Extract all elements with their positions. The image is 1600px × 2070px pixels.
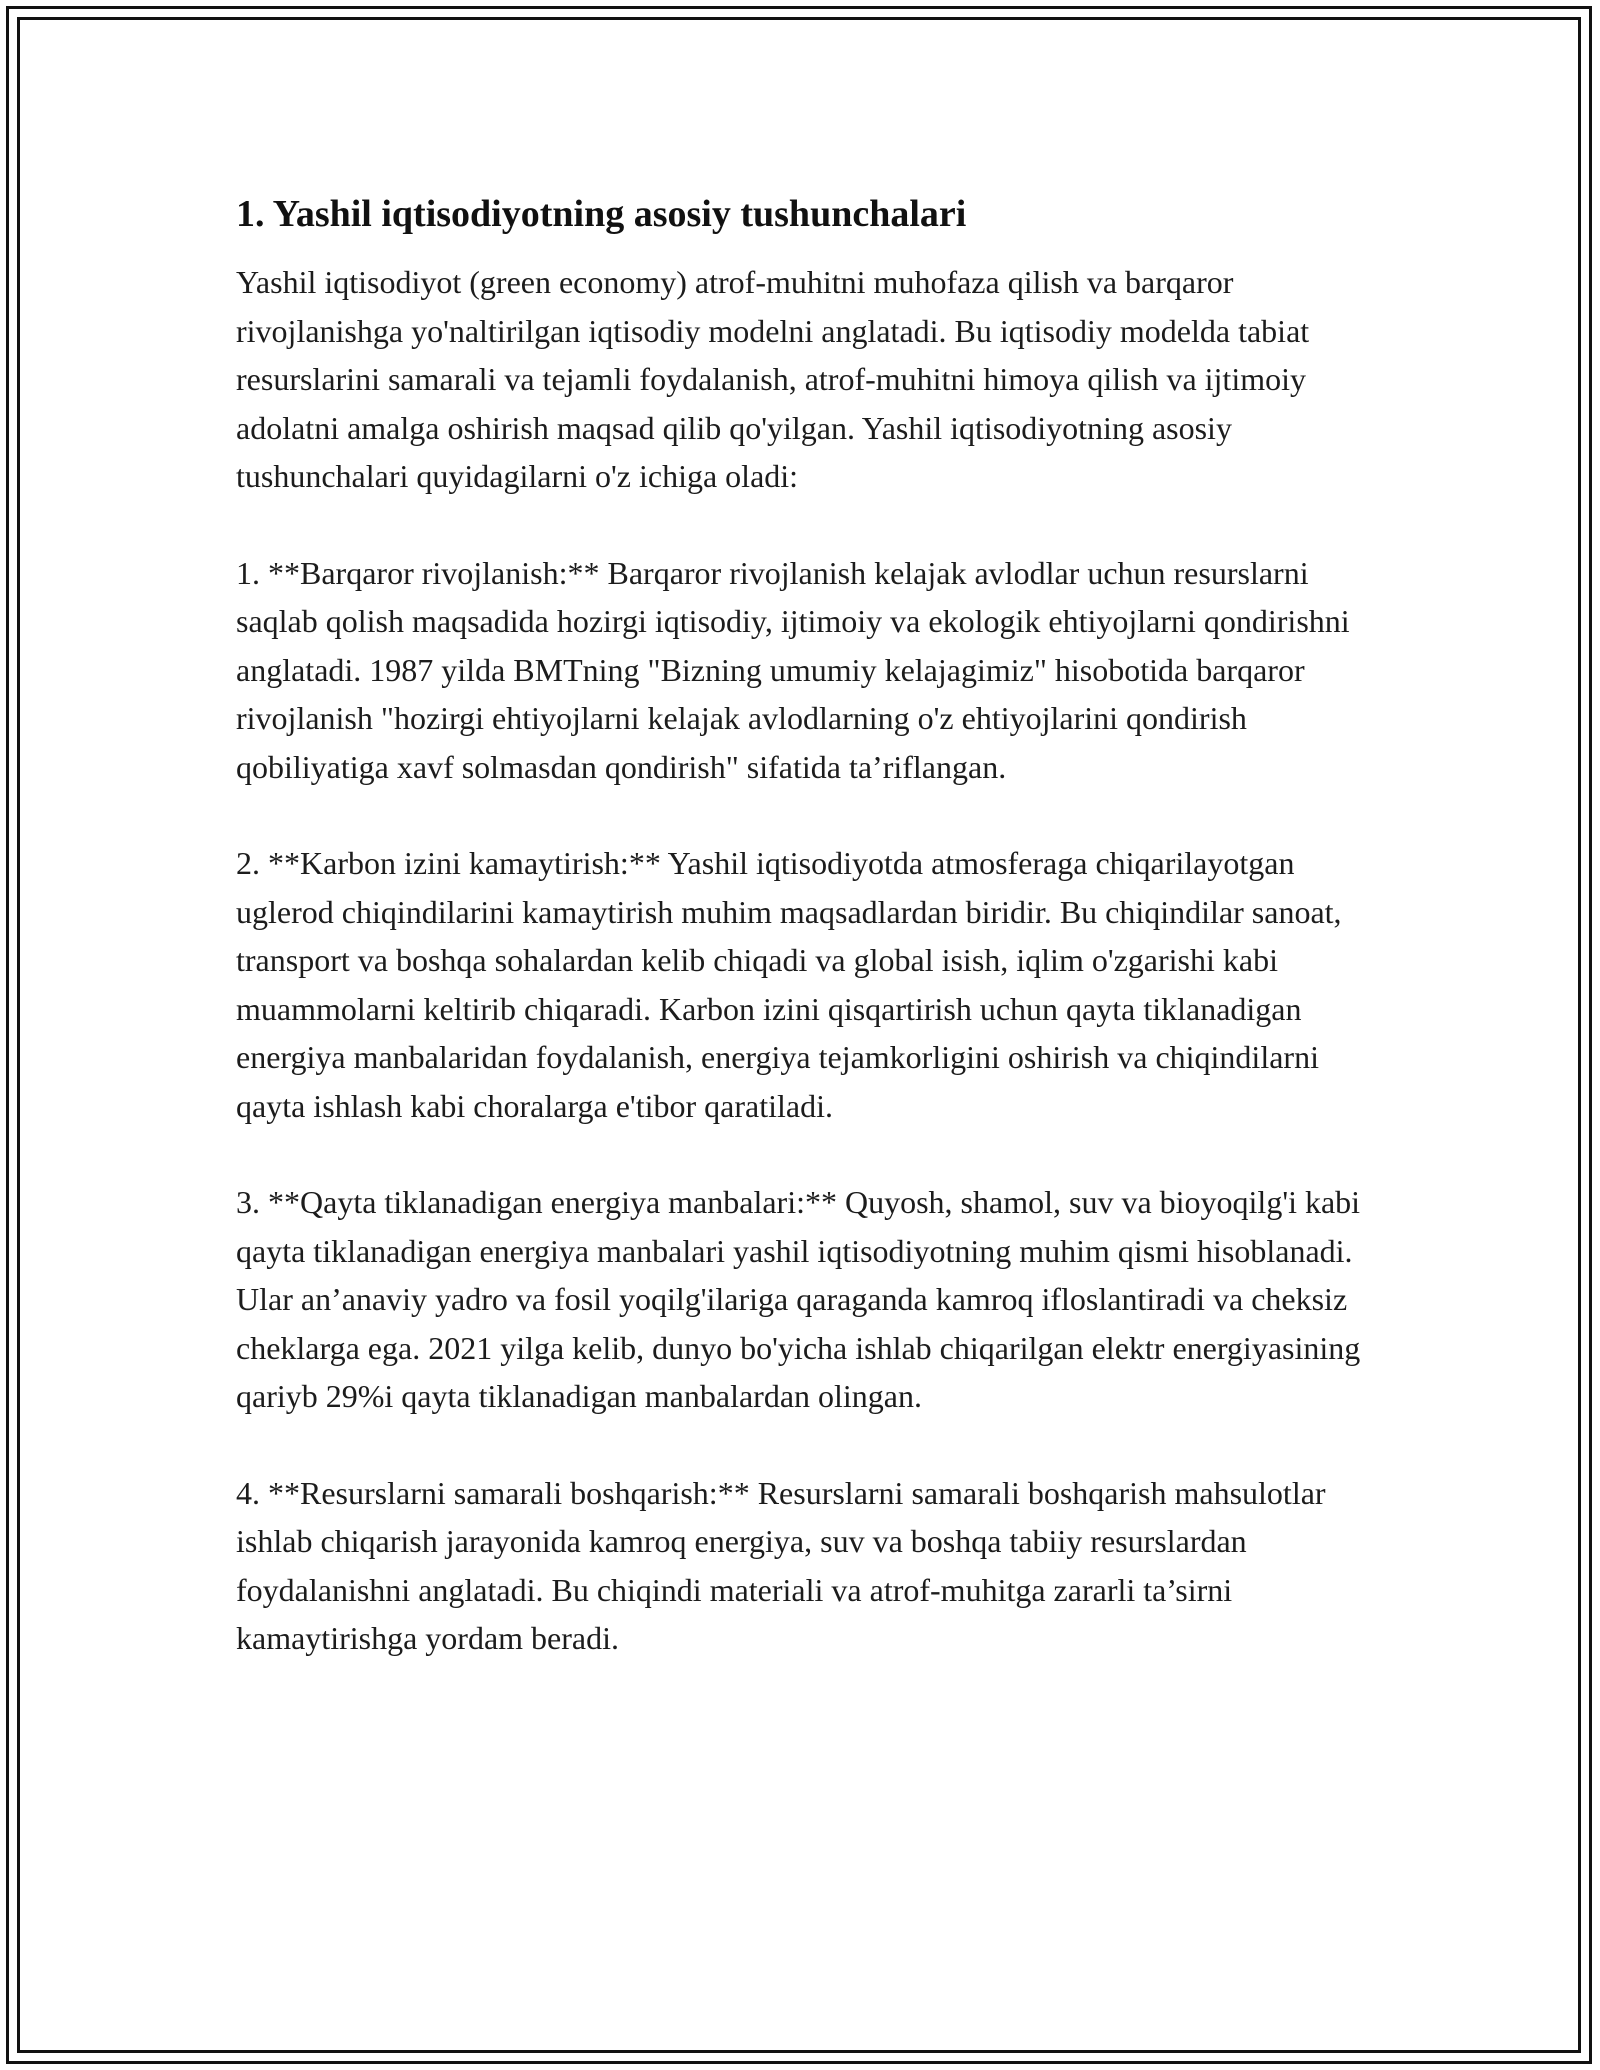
list-item-sustainable-development: 1. **Barqaror rivojlanish:** Barqaror rivojlanish kelajak avlodlar uchun resurslarni saqlab qolish maqsadida hozirgi iqtisodiy, ijtimoiy va ekologik ehtiyojlarni qondirishni anglatadi. 1987 yilda BMTning "Bizning umumiy kelajagimiz" hisobotida barqaror rivojlanish "hozirgi ehtiyojlarni kelajak avlodlarning o'z ehtiyojlarini qondirish qobiliyatiga xavf solmasdan qondirish" sifatida ta’riflangan. — [236, 554, 1350, 785]
list-item-resource-management: 4. **Resurslarni samarali boshqarish:** Resurslarni samarali boshqarish mahsulotlar ishlab chiqarish jarayonida kamroq energiya, suv va boshqa tabiiy resurslardan foydalanishni anglatadi. Bu chiqindi materiali va atrof-muhitga zararli ta’sirni kamaytirishga yordam beradi. — [236, 1474, 1326, 1656]
intro-paragraph: Yashil iqtisodiyot (green economy) atrof-muhitni muhofaza qilish va barqaror rivojlanishga yo'naltirilgan iqtisodiy modelni anglatadi. Bu iqtisodiy modelda tabiat resurslarini samarali va tejamli foydalanish, atrof-muhitni himoya qilish va ijtimoiy adolatni amalga oshirish maqsad qilib qo'yilgan. Yashil iqtisodiyotning asosiy tushunchalari quyidagilarni o'z ichiga oladi: — [236, 264, 1310, 494]
section-heading: 1. Yashil iqtisodiyotning asosiy tushunchalari — [236, 193, 967, 235]
document-body — [236, 186, 1376, 1711]
list-item-carbon-footprint: 2. **Karbon izini kamaytirish:** Yashil iqtisodiyotda atmosferaga chiqarilayotgan uglerod chiqindilarini kamaytirish muhim maqsadlardan biridir. Bu chiqindilar sanoat, transport va boshqa sohalardan kelib chiqadi va global isish, iqlim o'zgarishi kabi muammolarni keltirib chiqaradi. Karbon izini qisqartirish uchun qayta tiklanadigan energiya manbalaridan foydalanish, energiya tejamkorligini oshirish va chiqindilarni qayta ishlash kabi choralarga e'tibor qaratiladi. — [236, 845, 1342, 1124]
list-item-renewable-energy: 3. **Qayta tiklanadigan energiya manbalari:** Quyosh, shamol, suv va bioyoqilg'i kabi qayta tiklanadigan energiya manbalari yashil iqtisodiyotning muhim qismi hisoblanadi. Ular an’anaviy yadro va fosil yoqilg'ilariga qaraganda kamroq ifloslantiradi va cheksiz cheklarga ega. 2021 yilga kelib, dunyo bo'yicha ishlab chiqarilgan elektr energiyasining qariyb 29%i qayta tiklanadigan manbalardan olingan. — [236, 1184, 1361, 1414]
